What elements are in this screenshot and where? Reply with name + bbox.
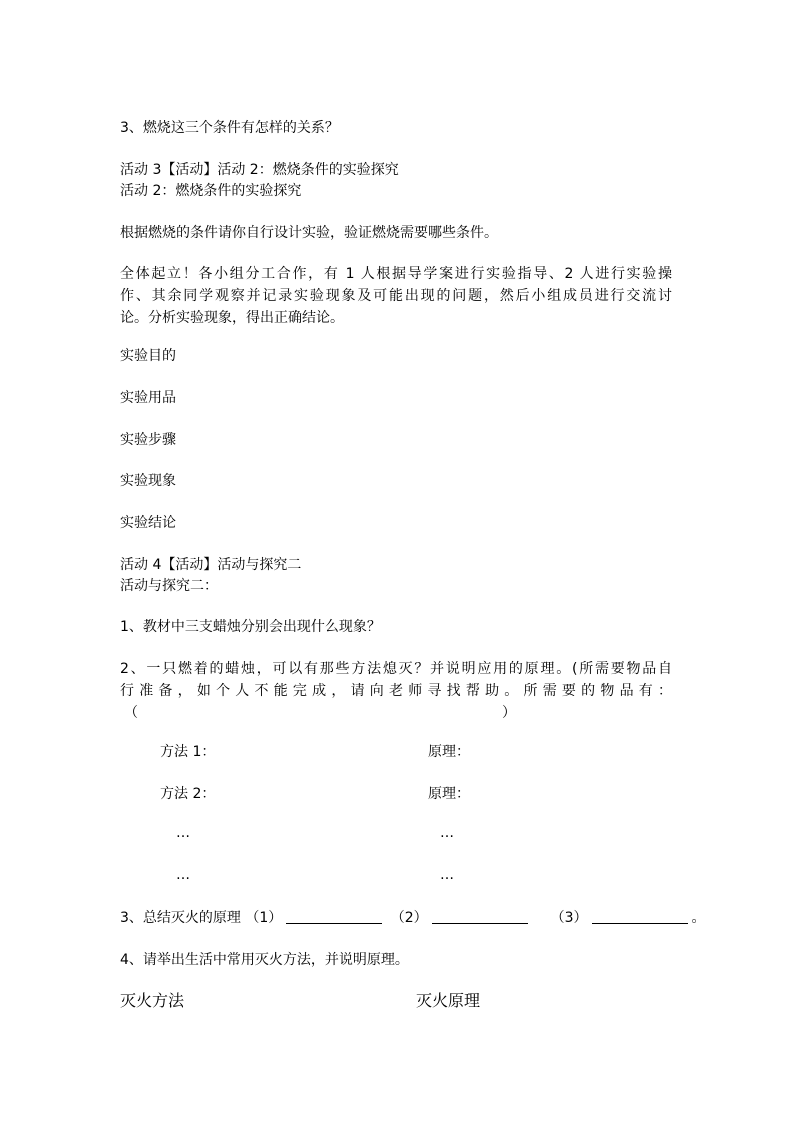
experiment-field-materials: 实验用品 bbox=[120, 390, 176, 406]
question-2-block bbox=[120, 658, 672, 722]
design-instruction: 根据燃烧的条件请你自行设计实验，验证燃烧需要哪些条件。 bbox=[120, 225, 498, 241]
paren-open: （ bbox=[124, 705, 138, 721]
activity-4-heading: 活动 4【活动】活动与探究二 bbox=[120, 557, 302, 573]
column-header-method: 灭火方法 bbox=[120, 991, 185, 1010]
question-3-summary bbox=[120, 908, 706, 928]
experiment-field-conclusion: 实验结论 bbox=[120, 515, 176, 531]
experiment-field-phenomena: 实验现象 bbox=[120, 473, 176, 489]
ellipsis-principle-2: … bbox=[440, 867, 454, 883]
group-instruction-line-3: 论。分析实验现象，得出正确结论。 bbox=[120, 310, 344, 326]
question-2-line-1: 2、一只燃着的蜡烛，可以有那些方法熄灭？并说明应用的原理。(所需要物品自 bbox=[120, 661, 672, 677]
summary-blank-1[interactable] bbox=[286, 909, 382, 924]
principle-1-label: 原理： bbox=[428, 744, 470, 760]
paren-close: ） bbox=[502, 705, 516, 721]
experiment-field-purpose: 实验目的 bbox=[120, 348, 176, 364]
group-instruction bbox=[120, 263, 672, 329]
activity-3-heading: 活动 3【活动】活动 2：燃烧条件的实验探究 bbox=[120, 162, 399, 178]
group-instruction-line-1: 全体起立！各小组分工合作，有 1 人根据导学案进行实验指导、2 人进行实验操 bbox=[120, 266, 672, 282]
summary-item-3-label: （3） bbox=[550, 910, 588, 926]
activity-4-title: 活动与探究二： bbox=[120, 578, 218, 594]
question-2-line-2: 行准备，如个人不能完成，请向老师寻找帮助。所需要的物品有： bbox=[120, 683, 672, 699]
method-1-label: 方法 1： bbox=[160, 744, 216, 760]
question-3-relation: 3、燃烧这三个条件有怎样的关系？ bbox=[120, 120, 339, 136]
principle-2-label: 原理： bbox=[428, 786, 470, 802]
group-instruction-line-2: 作、其余同学观察并记录实验现象及可能出现的问题，然后小组成员进行交流讨 bbox=[120, 288, 672, 304]
summary-label: 3、总结灭火的原理 bbox=[120, 910, 241, 926]
question-2-materials-blank bbox=[120, 702, 672, 722]
experiment-field-steps: 实验步骤 bbox=[120, 432, 176, 448]
summary-item-1-label: （1） bbox=[245, 910, 283, 926]
summary-end: 。 bbox=[691, 910, 706, 926]
ellipsis-method-1: … bbox=[176, 825, 190, 841]
summary-blank-2[interactable] bbox=[432, 909, 528, 924]
ellipsis-principle-1: … bbox=[440, 825, 454, 841]
question-4-methods: 4、请举出生活中常用灭火方法，并说明原理。 bbox=[120, 952, 409, 968]
summary-blank-3[interactable] bbox=[592, 909, 688, 924]
ellipsis-method-2: … bbox=[176, 867, 190, 883]
column-header-principle: 灭火原理 bbox=[416, 991, 481, 1010]
activity-2-title: 活动 2：燃烧条件的实验探究 bbox=[120, 183, 302, 199]
summary-item-2-label: （2） bbox=[390, 910, 428, 926]
question-1-candles: 1、教材中三支蜡烛分别会出现什么现象？ bbox=[120, 619, 381, 635]
method-2-label: 方法 2： bbox=[160, 786, 216, 802]
